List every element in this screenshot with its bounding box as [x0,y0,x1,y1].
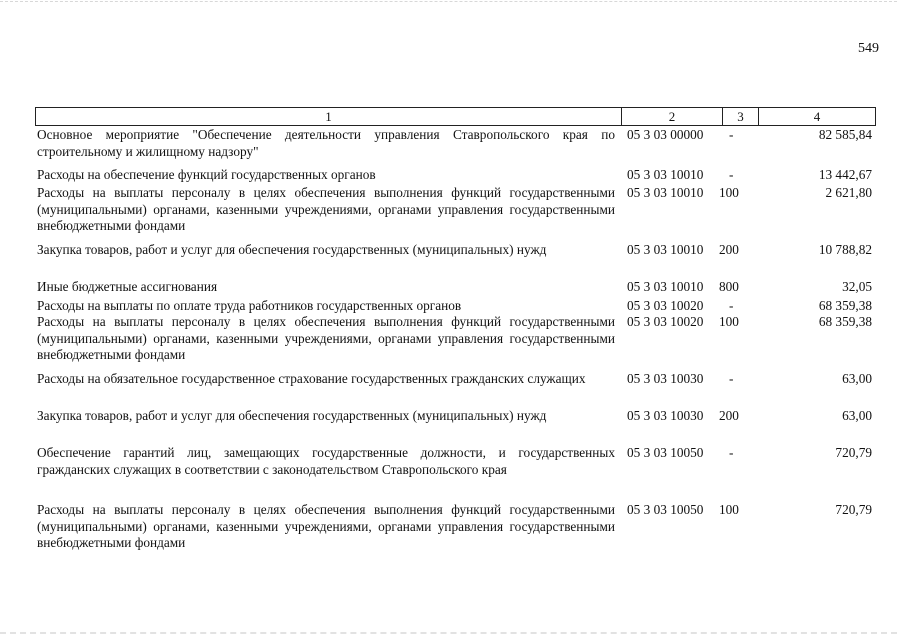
row-amount: 13 442,67 [818,167,872,182]
header-col-1: 1 [36,108,622,125]
table-row [37,314,872,371]
row-expense-type: 100 [719,314,739,329]
table-row [37,371,872,408]
row-expense-type: 800 [719,279,739,294]
table-header [35,107,876,126]
bottom-scan-edge [0,632,897,634]
row-expense-type: - [729,371,734,386]
row-description: Иные бюджетные ассигнования [37,279,218,294]
table-row [37,502,872,554]
table-row [37,408,872,445]
header-col-2: 2 [622,108,723,125]
row-code: 05 3 03 10030 [627,408,704,423]
table-row [37,279,872,298]
row-code: 05 3 03 10030 [627,371,704,386]
row-description: Закупка товаров, работ и услуг для обеспечения государственных (муниципальных) нужд [37,408,547,423]
row-code: 05 3 03 10010 [627,185,704,200]
top-scan-edge [0,1,897,2]
header-col-3: 3 [723,108,759,125]
row-amount: 63,00 [842,408,872,423]
row-expense-type: 100 [719,502,739,517]
row-amount: 720,79 [835,445,872,460]
row-amount: 63,00 [842,371,872,386]
row-description: Расходы на выплаты по оплате труда работников государственных органов [37,298,462,313]
row-code: 05 3 03 10010 [627,242,704,257]
row-expense-type: 200 [719,242,739,257]
row-amount: 68 359,38 [818,314,872,329]
table-row [37,242,872,279]
row-code: 05 3 03 00000 [627,127,704,142]
table-row [37,298,872,314]
row-code: 05 3 03 10010 [627,167,704,182]
header-col-4: 4 [813,109,821,124]
row-description: Основное мероприятие "Обеспечение деятельности управления Ставропольского края по строительному и жилищному надзору" [37,127,615,159]
page-number: 549 [858,41,879,56]
row-expense-type: 100 [719,185,739,200]
row-code: 05 3 03 10020 [627,314,704,329]
row-code: 05 3 03 10020 [627,298,704,313]
row-code: 05 3 03 10050 [627,445,704,460]
row-amount: 10 788,82 [818,242,872,257]
row-amount: 68 359,38 [818,298,872,313]
row-expense-type: - [729,167,734,182]
row-description: Обеспечение гарантий лиц, замещающих государственные должности, и государственных гражданских служащих в соответствии с законодательством Ставропольского края [37,445,615,477]
row-code: 05 3 03 10010 [627,279,704,294]
table-row [37,445,872,502]
row-description: Расходы на выплаты персоналу в целях обеспечения выполнения функций государственными (муниципальными) органами, казенными учреждениями, органами управления государственными внебюджетными фондами [37,185,615,234]
row-amount: 32,05 [842,279,872,294]
row-expense-type: - [729,298,734,313]
row-description: Закупка товаров, работ и услуг для обеспечения государственных (муниципальных) нужд [37,242,547,257]
row-amount: 720,79 [835,502,872,517]
table-row [37,185,872,242]
row-amount: 2 621,80 [825,185,872,200]
row-description: Расходы на обязательное государственное страхование государственных гражданских служащих [37,371,586,386]
row-description: Расходы на выплаты персоналу в целях обеспечения выполнения функций государственными (муниципальными) органами, казенными учреждениями, органами управления государственными внебюджетными фондами [37,502,615,551]
row-expense-type: - [729,445,734,460]
table-body [37,127,872,554]
row-expense-type: - [729,127,734,142]
table-row [37,127,872,167]
row-expense-type: 200 [719,408,739,423]
row-description: Расходы на обеспечение функций государственных органов [37,167,376,182]
table-row [37,167,872,185]
row-description: Расходы на выплаты персоналу в целях обеспечения выполнения функций государственными (муниципальными) органами, казенными учреждениями, органами управления государственными внебюджетными фондами [37,314,615,363]
row-amount: 82 585,84 [818,127,872,142]
row-code: 05 3 03 10050 [627,502,704,517]
